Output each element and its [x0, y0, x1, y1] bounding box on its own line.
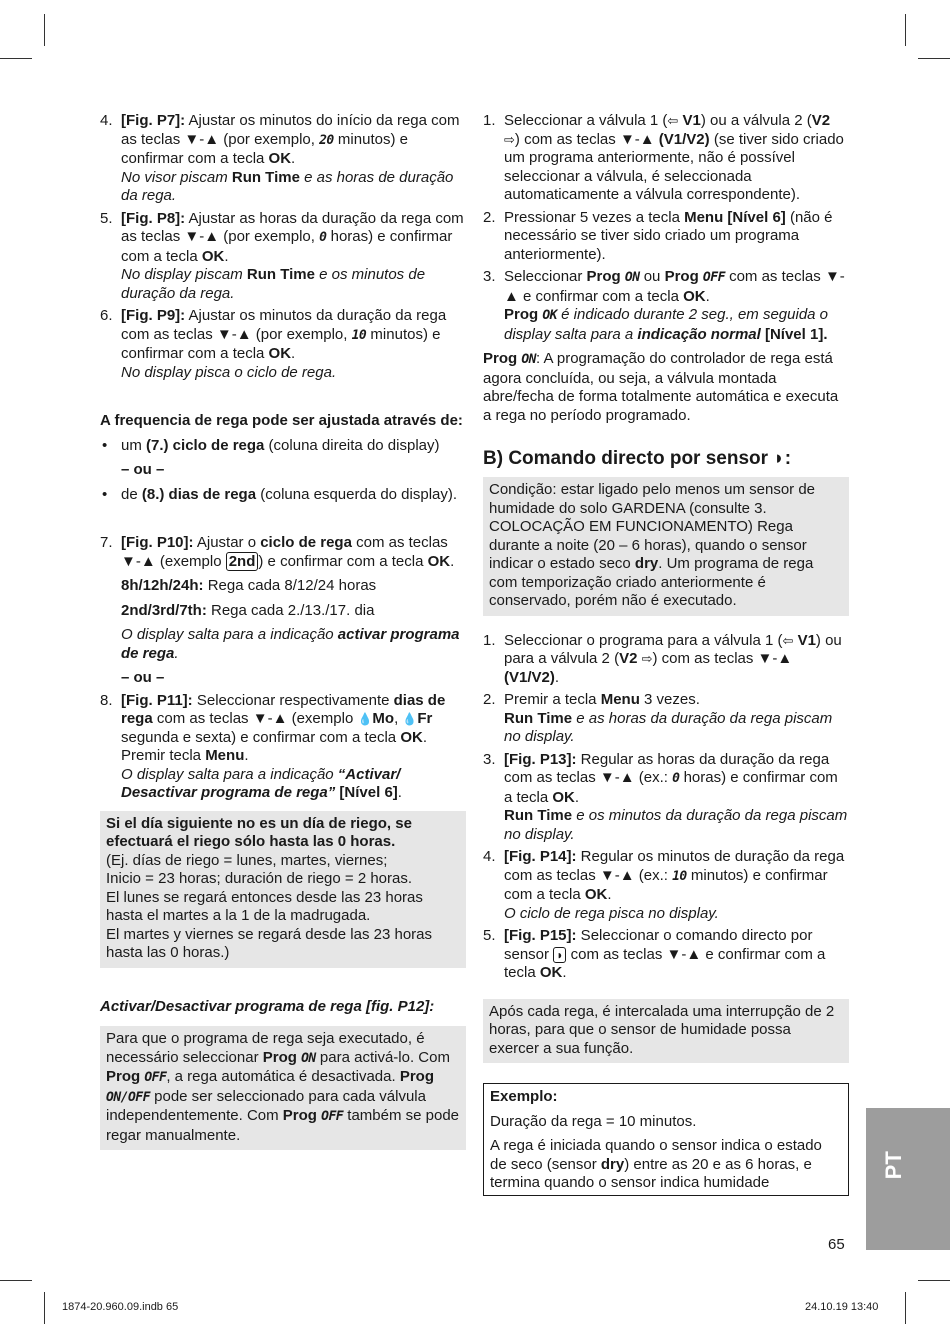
text: Rega cada 8/12/24 horas	[203, 577, 377, 594]
step-text	[504, 112, 849, 205]
language-tab-label: PT	[880, 1151, 906, 1180]
text: ,	[394, 710, 403, 727]
text: Pressionar 5 vezes a tecla	[504, 208, 685, 226]
step-note	[121, 766, 466, 803]
b-step-4	[483, 848, 849, 923]
footer-file: 1874-20.960.09.indb 65	[62, 1301, 179, 1313]
text: Seleccionar o programa para a válvula 1 (	[504, 631, 783, 649]
text: Prog	[504, 306, 539, 323]
display-value: ON/OFF	[106, 1089, 150, 1105]
text: Ajustar os minutos da duração da rega com as teclas	[121, 307, 447, 343]
step-number: 5.	[483, 927, 496, 944]
fig-ref: [Fig. P14]:	[504, 848, 577, 865]
fig-ref: [Fig. P7]:	[121, 112, 186, 129]
text: para activá-lo. Com	[315, 1048, 450, 1066]
run-time-label: Run Time	[504, 807, 573, 824]
box-heading: Si el día siguiente no es un día de riego, se efectuará el riego sólo hasta las 0 horas.	[106, 814, 412, 850]
b-step-5	[483, 927, 849, 983]
run-time-label: Run Time	[504, 709, 573, 727]
step-note	[504, 905, 849, 924]
example-line	[490, 1137, 842, 1193]
box-line: El martes y viernes se regará desde las 23 horas hasta las 0 horas.)	[106, 925, 432, 961]
note-text: activar programa de rega	[121, 626, 460, 662]
text: com as teclas	[724, 268, 825, 285]
ok-key: OK	[683, 287, 706, 305]
after-rega-box	[483, 999, 849, 1064]
text: Rega cada 2./13./17. dia	[206, 601, 375, 619]
run-time-label: Run Time	[231, 168, 300, 186]
arrow-right-icon: ⇨	[504, 131, 515, 147]
bullet-item	[100, 437, 466, 456]
info-box-program	[100, 1026, 466, 1150]
section-b-heading	[483, 447, 849, 471]
text: .	[397, 784, 402, 801]
step-4	[100, 112, 466, 206]
box-line: (Ej. días de riego = lunes, martes, viernes;	[106, 851, 388, 869]
display-value: 10	[672, 868, 687, 884]
step-8	[100, 692, 466, 803]
step-text	[121, 692, 466, 766]
example-line: Duração da rega = 10 minutos.	[490, 1112, 697, 1130]
bullet-item	[100, 486, 466, 505]
text: Prog	[282, 1107, 317, 1124]
text: segunda e sexta) e confirmar com a tecla	[121, 728, 401, 746]
text: Menu [Nível 6]	[684, 208, 786, 226]
text: .	[291, 150, 296, 167]
frequency-heading: A frequencia de rega pode ser ajustada através de:	[100, 412, 463, 429]
step-text	[504, 691, 849, 710]
fig-ref: [Fig. P9]:	[121, 307, 186, 324]
text: (7.) ciclo de rega	[146, 436, 265, 454]
display-value: 10	[351, 327, 367, 343]
ok-key: OK	[201, 247, 225, 265]
text: ) entre as 20 e as 6 horas, e termina quando o sensor indica humidade	[490, 1155, 812, 1191]
right-column	[483, 112, 849, 1196]
footer-date: 24.10.19 13:40	[805, 1301, 879, 1313]
bullet-icon: •	[102, 485, 108, 503]
fig-ref: [Fig. P11]:	[121, 691, 193, 709]
crop-mark	[0, 1280, 32, 1281]
step-number: 3.	[483, 750, 496, 768]
step-number: 5.	[100, 209, 113, 227]
display-value: 0	[672, 771, 680, 786]
sensor-icon: ◗	[773, 448, 785, 469]
page-number: 65	[828, 1236, 845, 1253]
display-value: OK	[542, 308, 557, 323]
example-box	[483, 1083, 849, 1196]
note-text: “Activar/ Desactivar programa de rega”	[121, 765, 401, 801]
crop-mark	[0, 58, 32, 59]
step-note	[121, 626, 466, 663]
text: dry	[600, 1155, 625, 1173]
text: Seleccionar	[504, 268, 587, 285]
text: Ajustar as horas da duração da rega com as teclas	[121, 209, 464, 245]
text: Seleccionar respectivamente	[192, 691, 394, 709]
arrow-left-icon: ⇦	[667, 113, 679, 128]
text: minutos) e confirmar com a tecla	[121, 325, 441, 362]
display-value: 20	[319, 132, 334, 148]
step-number: 1.	[483, 631, 496, 649]
note-text: No display pisca o ciclo de rega.	[121, 363, 337, 381]
text: Condição: estar ligado pelo menos um sensor de humidade do solo GARDENA (consulte 3. COLOCAÇÃO EM FUNCIONAMENTO) Rega durante a noite (20 – 6 horas), quando o sensor indicar o estado seco	[489, 481, 816, 572]
crop-mark	[44, 1292, 45, 1324]
run-time-label: Run Time	[246, 266, 315, 283]
step-text	[504, 751, 849, 808]
step-note	[121, 169, 466, 206]
display-value: 2nd	[226, 552, 259, 571]
text: ) ou para a válvula 2 (	[504, 631, 842, 667]
note-text: e os minutos da duração da rega piscam no display.	[504, 807, 848, 843]
text: V2	[619, 650, 638, 667]
text: .	[705, 287, 710, 305]
text: .	[562, 964, 567, 981]
text: : A programação do controlador de rega está agora concluída, ou seja, a válvula montada abre/fecha de forma totalmente automática e executa a rega no período programado.	[483, 350, 839, 424]
arrow-keys-icon: ▼-▲	[184, 130, 220, 148]
text: (exemplo	[287, 710, 358, 727]
crop-mark	[918, 1280, 950, 1281]
language-tab	[866, 1108, 950, 1250]
text: (coluna esquerda do display).	[256, 485, 458, 503]
text: minutos) e confirmar com a tecla	[121, 130, 408, 167]
interval-line	[121, 577, 466, 596]
ok-key: OK	[400, 728, 423, 746]
text: Ajustar o	[193, 534, 261, 551]
arrow-keys-icon: ▼-▲	[599, 769, 635, 786]
text: horas) e confirmar com a tecla	[121, 228, 453, 265]
box-line: Inicio = 23 horas; duración de riego = 2 horas.	[106, 870, 413, 887]
text: dias de rega	[121, 691, 446, 727]
text: ) com as teclas	[652, 650, 758, 667]
text: Para que o programa de rega seja executado, é necessário seleccionar	[106, 1030, 425, 1066]
text: .	[291, 345, 296, 362]
step-text	[504, 632, 849, 688]
step-number: 3.	[483, 268, 496, 285]
display-value: OFF	[702, 270, 725, 285]
text: ) com as teclas	[514, 130, 620, 148]
b-step-2	[483, 691, 849, 747]
arrow-keys-icon: ▼-▲	[599, 866, 635, 884]
step-6	[100, 307, 466, 382]
step-number: 4.	[483, 848, 496, 865]
example-title: Exemplo:	[490, 1088, 558, 1105]
arrow-keys-icon: ▼-▲	[216, 325, 252, 343]
arrow-keys-icon: ▼-▲	[757, 650, 793, 667]
step-text	[504, 268, 849, 306]
step-text	[121, 307, 466, 364]
text: .	[450, 552, 455, 570]
interval-line	[121, 602, 466, 621]
menu-key: Menu	[600, 691, 640, 708]
ok-key: OK	[268, 150, 292, 167]
ok-key: OK	[552, 788, 575, 806]
text: também se pode regar manualmente.	[106, 1107, 460, 1144]
step-note	[121, 364, 466, 383]
box-line: El lunes se regará entonces desde las 23 horas hasta el martes a la 1 de la madrugada.	[106, 888, 423, 924]
text: (exemplo	[155, 552, 226, 570]
text: de	[121, 485, 142, 503]
note-text: No display piscam	[121, 266, 247, 283]
or-separator: – ou –	[121, 461, 165, 478]
b-step-3	[483, 751, 849, 845]
note-text: é indicado durante 2 seg., em seguida o display salta para a	[504, 306, 829, 343]
text: com as teclas	[351, 534, 448, 551]
text: ) ou a válvula 2 (	[700, 112, 812, 129]
step-number: 8.	[100, 691, 113, 709]
drop-icon: 💧	[357, 712, 373, 726]
activar-heading: Activar/Desactivar programa de rega [fig. P12]:	[100, 997, 435, 1015]
text: Mo	[372, 710, 395, 727]
text: Seleccionar o comando directo por sensor	[504, 927, 813, 963]
text: [Nível 6]	[335, 784, 398, 801]
arrow-keys-icon: ▼-▲	[184, 228, 220, 245]
text: (8.) dias de rega	[141, 485, 257, 503]
step-number: 2.	[483, 691, 496, 708]
arrow-keys-icon: ▼-▲	[666, 945, 702, 963]
text: Ajustar os minutos do início da rega com as teclas	[121, 112, 460, 148]
text: Prog	[664, 268, 699, 285]
text: (se tiver sido criado um programa anteriormente, não é possível seleccionar a válvula, é seleccionada automaticamente a válvula correspondente).	[504, 130, 844, 203]
step-number: 2.	[483, 208, 496, 226]
text: Regular os minutos de duração da rega com as teclas	[504, 848, 845, 884]
text: (ex.:	[634, 866, 673, 884]
b-step-1	[483, 632, 849, 688]
display-value: ON	[301, 1050, 316, 1066]
note-text: indicação normal	[637, 325, 761, 343]
text: . Um programa de rega com temporização criado anteriormente é conservado, porém não é executado.	[489, 555, 814, 609]
or-separator: – ou –	[121, 669, 165, 686]
display-value: 0	[319, 230, 327, 245]
text: .	[244, 747, 249, 764]
text: minutos) e confirmar com a tecla	[504, 866, 828, 903]
text: Prog	[399, 1068, 434, 1085]
note-text: No visor piscam	[121, 168, 232, 186]
text: ciclo de rega	[260, 534, 352, 551]
text: .	[823, 325, 828, 343]
heading-text: :	[784, 448, 792, 469]
step-5	[100, 210, 466, 304]
text: ou	[639, 268, 665, 285]
text: [Nível 1]	[760, 325, 824, 343]
text: V2	[811, 112, 831, 129]
text: Prog	[106, 1068, 141, 1085]
display-value: OFF	[321, 1109, 344, 1124]
drop-icon: 💧	[402, 712, 418, 726]
text: horas) e confirmar com a tecla	[504, 769, 838, 806]
step-2	[483, 209, 849, 265]
text: Prog	[483, 350, 518, 367]
text: Seleccionar a válvula 1 (	[504, 112, 668, 129]
note-text: e os minutos de duração da rega.	[121, 266, 426, 302]
display-value: ON	[521, 352, 536, 367]
text: (por exemplo,	[251, 325, 352, 343]
text: ) e confirmar com a tecla	[258, 552, 428, 570]
text: .	[574, 788, 580, 806]
arrow-keys-icon: ▼-▲	[121, 552, 156, 570]
text: (por exemplo,	[219, 130, 320, 148]
box-text: Após cada rega, é intercalada uma interrupção de 2 horas, para que o sensor de humidade possa exercer a sua função.	[489, 1002, 835, 1057]
note-text: O display salta para a indicação	[121, 765, 338, 783]
text: (por exemplo,	[219, 228, 320, 245]
text: (coluna direita do display)	[264, 436, 440, 454]
display-value: OFF	[144, 1070, 167, 1085]
step-text	[504, 209, 849, 265]
step-1	[483, 112, 849, 205]
step-text	[504, 927, 849, 983]
text: .	[554, 668, 560, 686]
note-text: O ciclo de rega pisca no display.	[504, 904, 719, 922]
text: . Premir tecla	[121, 728, 427, 764]
text: Regular as horas da duração da rega com as teclas	[504, 750, 830, 786]
text: com as teclas	[566, 945, 667, 963]
arrow-keys-icon: ▼-▲	[252, 710, 288, 727]
text: A rega é iniciada quando o sensor indica o estado de seco (sensor	[490, 1137, 822, 1173]
fig-ref: [Fig. P13]:	[504, 750, 577, 768]
crop-mark	[905, 1292, 906, 1324]
step-note	[504, 807, 849, 844]
ok-key: OK	[584, 886, 608, 903]
heading-text: B) Comando directo por sensor	[483, 448, 774, 469]
step-note	[121, 266, 466, 303]
arrow-right-icon: ⇨	[641, 651, 653, 666]
text: , a rega automática é desactivada.	[166, 1068, 400, 1085]
text: 8h/12h/24h:	[121, 577, 204, 594]
note-text: .	[174, 644, 179, 662]
arrow-left-icon: ⇦	[782, 632, 794, 648]
step-7	[100, 534, 466, 688]
step-text	[121, 534, 466, 571]
crop-mark	[905, 14, 906, 46]
fig-ref: [Fig. P10]:	[121, 534, 194, 551]
step-number: 7.	[100, 534, 113, 551]
text: Prog	[586, 268, 621, 285]
text: Prog	[262, 1048, 297, 1066]
text: 2nd/3rd/7th:	[121, 601, 207, 619]
sensor-icon: ◗	[553, 947, 566, 963]
note-text: O display salta para a indicação	[121, 626, 338, 643]
arrow-keys-icon: ▼-▲	[504, 268, 845, 305]
step-note	[504, 710, 849, 747]
text: e confirmar com a tecla	[518, 287, 684, 305]
prog-on-paragraph	[483, 350, 849, 425]
text: Fr	[417, 710, 433, 727]
step-note	[504, 306, 849, 344]
step-text	[121, 112, 466, 169]
text: V1	[682, 112, 701, 129]
ok-key: OK	[539, 964, 563, 981]
left-column	[100, 112, 466, 1150]
step-text	[504, 848, 849, 905]
condition-box	[483, 477, 849, 616]
ok-key: OK	[427, 552, 451, 570]
text: 3 vezes.	[639, 691, 700, 708]
menu-key: Menu	[205, 747, 245, 764]
step-number: 1.	[483, 112, 496, 129]
text: (V1/V2)	[504, 668, 555, 686]
note-text: e as horas da duração da rega piscam no display.	[504, 709, 833, 745]
text: Premir a tecla	[504, 691, 601, 708]
crop-mark	[918, 58, 950, 59]
arrow-keys-icon: ▼-▲	[619, 130, 655, 148]
ok-key: OK	[268, 345, 292, 362]
text: V1	[797, 631, 816, 649]
step-number: 4.	[100, 112, 113, 129]
text: um	[121, 436, 147, 454]
step-3	[483, 268, 849, 344]
text: dry	[634, 555, 659, 572]
step-text	[121, 210, 466, 267]
text: (V1/V2)	[658, 130, 710, 148]
info-box-es	[100, 811, 466, 968]
bullet-icon: •	[102, 436, 108, 454]
fig-ref: [Fig. P8]:	[121, 209, 186, 227]
text: com as teclas	[152, 710, 253, 727]
display-value: ON	[624, 270, 640, 285]
crop-mark	[44, 14, 45, 46]
text: (não é necessário se tiver sido criado um programa anteriormente).	[504, 208, 833, 263]
text: .	[607, 886, 612, 903]
step-number: 6.	[100, 307, 113, 324]
text: e confirmar com a tecla	[504, 945, 826, 981]
text: pode ser seleccionado para cada válvula independentemente. Com	[106, 1087, 426, 1124]
note-text: e as horas de duração da rega.	[121, 168, 454, 204]
text: (ex.:	[634, 769, 673, 786]
fig-ref: [Fig. P15]:	[504, 927, 577, 944]
text: .	[224, 247, 229, 265]
